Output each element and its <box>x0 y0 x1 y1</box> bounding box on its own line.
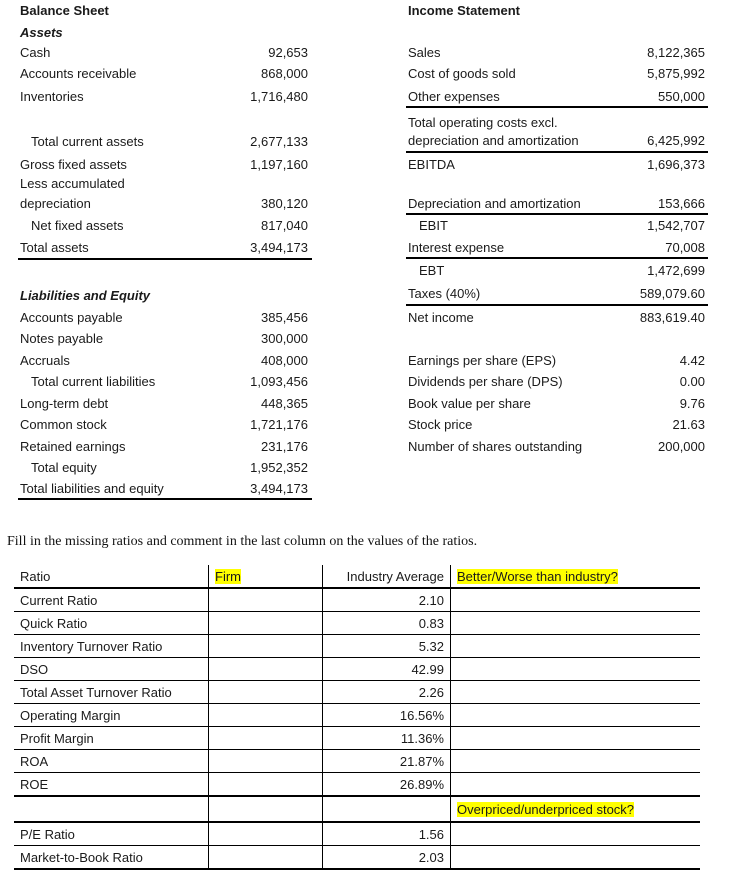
bs-row-depreciation: depreciation 380,120 <box>20 196 308 211</box>
balance-sheet-title: Balance Sheet <box>20 3 109 18</box>
industry-cell: 1.56 <box>323 822 451 846</box>
firm-cell[interactable] <box>209 658 323 681</box>
industry-cell: 11.36% <box>323 727 451 750</box>
ratio-name: DSO <box>14 658 209 681</box>
table-row <box>14 704 700 727</box>
table-row <box>14 773 700 797</box>
header-industry: Industry Average <box>323 565 451 588</box>
bs-row-total-liab-equity: Total liabilities and equity 3,494,173 <box>20 481 308 496</box>
bs-row-ar: Accounts receivable 868,000 <box>20 66 308 81</box>
header-comment: Better/Worse than industry? <box>451 565 701 588</box>
ratio-name: ROA <box>14 750 209 773</box>
is-row-dps: Dividends per share (DPS) 0.00 <box>408 374 705 389</box>
industry-cell: 2.26 <box>323 681 451 704</box>
bs-row-common-stock: Common stock 1,721,176 <box>20 417 308 432</box>
market-subheader: Overpriced/underpriced stock? <box>451 796 701 822</box>
ratio-name: ROE <box>14 773 209 797</box>
is-row-ebit: EBIT 1,542,707 <box>419 218 705 233</box>
firm-cell[interactable] <box>209 635 323 658</box>
comment-cell[interactable] <box>451 773 701 797</box>
is-row-ebt: EBT 1,472,699 <box>419 263 705 278</box>
comment-cell[interactable] <box>451 750 701 773</box>
income-statement-title: Income Statement <box>408 3 520 18</box>
is-row-taxes: Taxes (40%) 589,079.60 <box>408 286 705 301</box>
bs-row-net-fixed: Net fixed assets 817,040 <box>31 218 308 233</box>
industry-cell: 16.56% <box>323 704 451 727</box>
total-opcost-underline <box>406 151 708 153</box>
table-row <box>14 612 700 635</box>
interest-underline <box>406 257 708 259</box>
header-firm: Firm <box>209 565 323 588</box>
table-row <box>14 635 700 658</box>
ratio-name: Inventory Turnover Ratio <box>14 635 209 658</box>
firm-cell[interactable] <box>209 704 323 727</box>
is-row-net-income: Net income 883,619.40 <box>408 310 705 325</box>
comment-cell[interactable] <box>451 846 701 870</box>
bs-row-total-current-liabilities: Total current liabilities 1,093,456 <box>31 374 308 389</box>
comment-cell[interactable] <box>451 681 701 704</box>
ratio-name: Operating Margin <box>14 704 209 727</box>
is-row-total-opcost-2: depreciation and amortization 6,425,992 <box>408 133 705 148</box>
taxes-underline <box>406 304 708 306</box>
ratio-name: P/E Ratio <box>14 822 209 846</box>
balance-sheet <box>20 0 312 500</box>
industry-cell: 26.89% <box>323 773 451 797</box>
total-liab-underline <box>18 498 312 500</box>
comment-cell[interactable] <box>451 612 701 635</box>
comment-cell[interactable] <box>451 658 701 681</box>
comment-cell[interactable] <box>451 822 701 846</box>
firm-cell[interactable] <box>209 773 323 797</box>
bs-row-total-current-assets: Total current assets 2,677,133 <box>31 134 308 149</box>
industry-cell: 42.99 <box>323 658 451 681</box>
bs-row-ap: Accounts payable 385,456 <box>20 310 308 325</box>
income-statement <box>408 0 708 470</box>
ratio-table-header <box>14 565 700 588</box>
bs-row-gross-fixed: Gross fixed assets 1,197,160 <box>20 157 308 172</box>
ratio-name: Profit Margin <box>14 727 209 750</box>
is-row-bvps: Book value per share 9.76 <box>408 396 705 411</box>
ratio-name: Market-to-Book Ratio <box>14 846 209 870</box>
header-ratio: Ratio <box>14 565 209 588</box>
firm-cell[interactable] <box>209 727 323 750</box>
is-row-cogs: Cost of goods sold 5,875,992 <box>408 66 705 81</box>
instructions-text: Fill in the missing ratios and comment in the last column on the values of the ratios. <box>7 534 478 549</box>
table-row <box>14 658 700 681</box>
ratio-name: Total Asset Turnover Ratio <box>14 681 209 704</box>
table-row <box>14 681 700 704</box>
comment-cell[interactable] <box>451 635 701 658</box>
is-row-interest: Interest expense 70,008 <box>408 240 705 255</box>
industry-cell: 2.10 <box>323 588 451 612</box>
ratio-name: Quick Ratio <box>14 612 209 635</box>
bs-row-inventories: Inventories 1,716,480 <box>20 89 308 104</box>
comment-cell[interactable] <box>451 588 701 612</box>
bs-row-np: Notes payable 300,000 <box>20 331 308 346</box>
table-row <box>14 822 700 846</box>
industry-cell: 2.03 <box>323 846 451 870</box>
other-expenses-underline <box>406 106 708 108</box>
assets-heading: Assets <box>20 25 63 40</box>
bs-row-total-equity: Total equity 1,952,352 <box>31 460 308 475</box>
industry-cell: 0.83 <box>323 612 451 635</box>
table-row <box>14 750 700 773</box>
firm-cell[interactable] <box>209 750 323 773</box>
liabilities-heading: Liabilities and Equity <box>20 288 151 303</box>
table-row <box>14 727 700 750</box>
is-row-sales: Sales 8,122,365 <box>408 45 705 60</box>
industry-cell: 21.87% <box>323 750 451 773</box>
bs-row-accruals: Accruals 408,000 <box>20 353 308 368</box>
comment-cell[interactable] <box>451 727 701 750</box>
firm-cell[interactable] <box>209 822 323 846</box>
firm-cell[interactable] <box>209 681 323 704</box>
bs-row-retained-earnings: Retained earnings 231,176 <box>20 439 308 454</box>
bs-row-less-accum: Less accumulated <box>20 176 125 191</box>
is-row-ebitda: EBITDA 1,696,373 <box>408 157 705 172</box>
comment-cell[interactable] <box>451 704 701 727</box>
ratio-table <box>14 565 700 870</box>
table-row <box>14 846 700 870</box>
is-row-other-expenses: Other expenses 550,000 <box>408 89 705 104</box>
market-subheader-row <box>14 796 700 822</box>
bs-row-total-assets: Total assets 3,494,173 <box>20 240 308 255</box>
industry-cell: 5.32 <box>323 635 451 658</box>
bs-row-ltd: Long-term debt 448,365 <box>20 396 308 411</box>
bs-row-cash: Cash 92,653 <box>20 45 308 60</box>
is-row-depreciation: Depreciation and amortization 153,666 <box>408 196 705 211</box>
is-row-stock-price: Stock price 21.63 <box>408 417 705 432</box>
ratio-name: Current Ratio <box>14 588 209 612</box>
is-row-shares-outstanding: Number of shares outstanding 200,000 <box>408 439 705 454</box>
depreciation-underline <box>406 213 708 215</box>
total-assets-underline <box>18 258 312 260</box>
firm-cell[interactable] <box>209 588 323 612</box>
firm-cell[interactable] <box>209 612 323 635</box>
is-row-eps: Earnings per share (EPS) 4.42 <box>408 353 705 368</box>
firm-cell[interactable] <box>209 846 323 870</box>
is-row-total-opcost-1: Total operating costs excl. <box>408 115 558 130</box>
table-row <box>14 588 700 612</box>
